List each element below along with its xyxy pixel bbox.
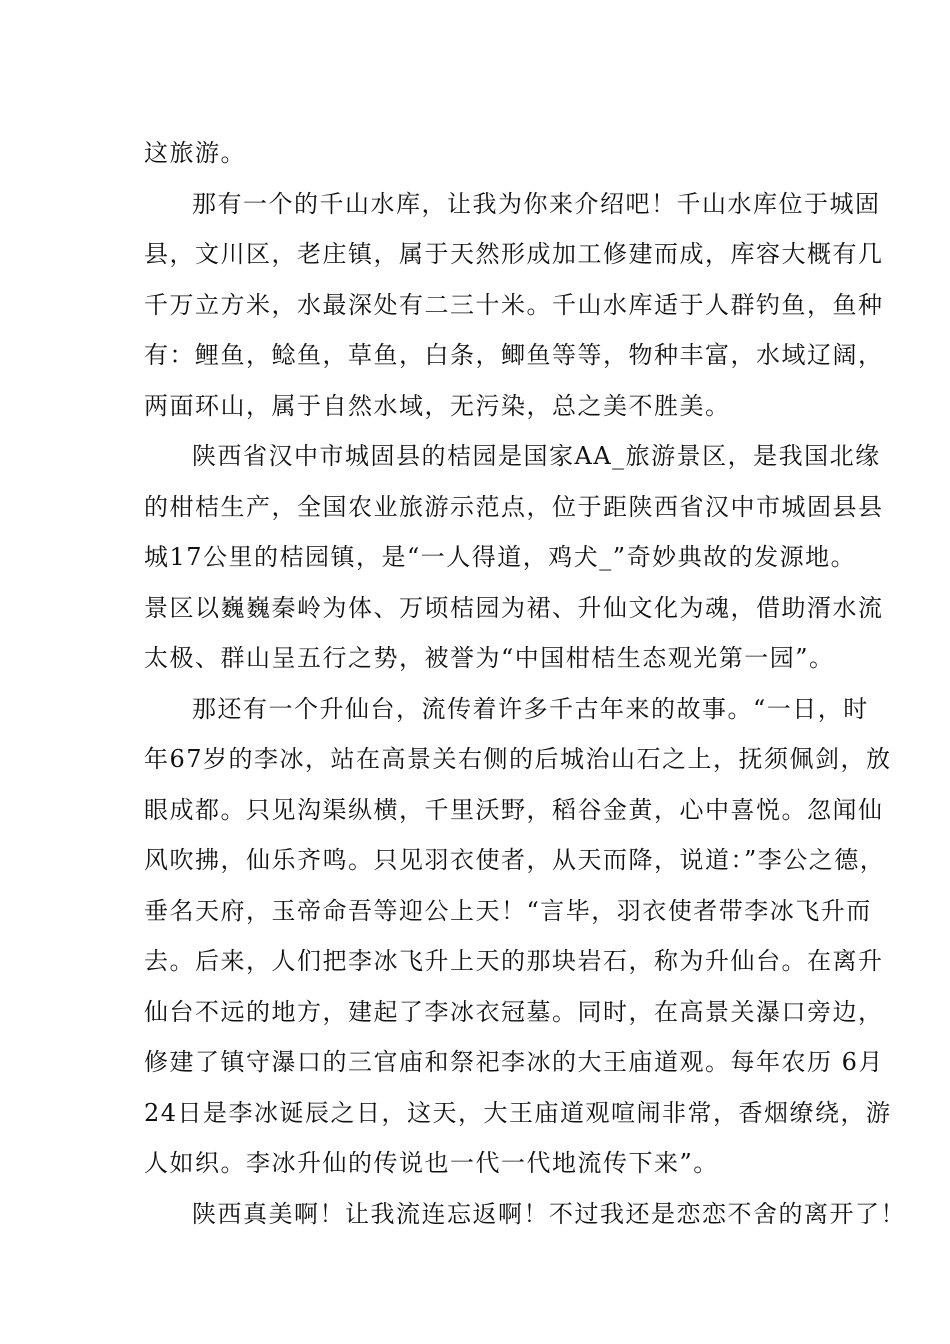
text-line: 景区以巍巍秦岭为体、万顷桔园为裙、升仙文化为魂，借助湑水流	[144, 593, 884, 622]
paragraph-1	[144, 128, 824, 179]
text-line: 有：鲤鱼，鲶鱼，草鱼，白条，鲫鱼等等，物种丰富，水域辽阔，	[144, 341, 884, 369]
text-line: 仙台不远的地方，建起了李冰衣冠墓。同时，在高景关瀑口旁边，	[144, 997, 884, 1026]
text-line: 那还有一个升仙台，流传着许多千古年来的故事。“一日，时	[192, 694, 869, 723]
document-page	[144, 128, 906, 1239]
text-line: 垂名天府，玉帝命吾等迎公上天！“言毕，羽衣使者带李冰飞升而	[144, 896, 872, 925]
paragraph-2	[144, 179, 884, 432]
text-line: 千万立方米，水最深处有二三十米。千山水库适于人群钓鱼，鱼种	[144, 290, 884, 319]
text-line: 太极、群山呈五行之势，被誉为“中国柑桔生态观光第一园”。	[144, 644, 835, 672]
text-line: 的柑桔生产，全国农业旅游示范点，位于距陕西省汉中市城固县县	[144, 492, 884, 521]
text-line: 两面环山，属于自然水域，无污染，总之美不胜美。	[144, 391, 731, 420]
text-line: 城17公里的桔园镇，是“一人得道，鸡犬_”奇妙典故的发源地。	[144, 543, 857, 571]
text-line: 风吹拂，仙乐齐鸣。只见羽衣使者，从天而降，说道：”李公之德，	[144, 846, 886, 874]
text-line: 修建了镇守瀑口的三官庙和祭祀李冰的大王庙道观。每年农历 6月	[144, 1048, 884, 1076]
text-line: 县，文川区，老庄镇，属于天然形成加工修建而成，库容大概有几	[144, 240, 884, 268]
text-line: 去。后来，人们把李冰飞升上天的那块岩石，称为升仙台。在离升	[144, 947, 884, 975]
text-line: 人如织。李冰升仙的传说也一代一代地流传下来”。	[144, 1149, 719, 1177]
text-line: 陕西真美啊！让我流连忘返啊！不过我还是恋恋不舍的离开了！	[192, 1199, 906, 1228]
paragraph-3	[144, 431, 884, 684]
text-line: 陕西省汉中市城固县的桔园是国家AA_旅游景区，是我国北缘	[192, 442, 881, 470]
text-line: 24日是李冰诞辰之日，这天，大王庙道观喧闹非常，香烟缭绕，游	[144, 1098, 892, 1127]
paragraph-5	[144, 1189, 906, 1240]
text-line: 这旅游。	[144, 139, 246, 167]
paragraph-4	[144, 684, 892, 1189]
text-line: 那有一个的千山水库，让我为你来介绍吧！千山水库位于城固	[192, 189, 881, 218]
text-line: 眼成都。只见沟渠纵横，千里沃野，稻谷金黄，心中喜悦。忽闻仙	[144, 795, 884, 824]
text-line: 年67岁的李冰，站在高景关右侧的后城治山石之上，抚须佩剑，放	[144, 745, 892, 773]
